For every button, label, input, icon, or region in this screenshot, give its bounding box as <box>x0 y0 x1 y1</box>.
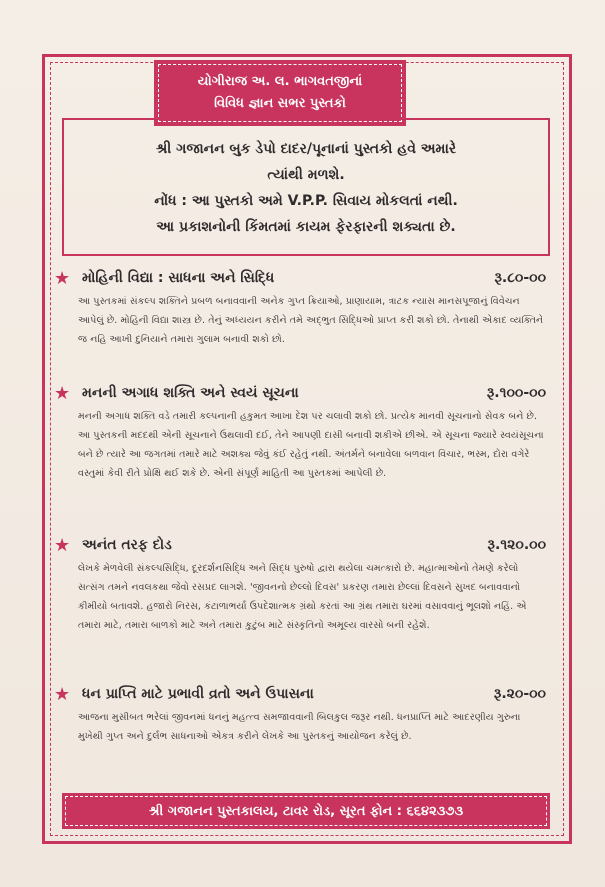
book-price: રૂ.૨૦-૦૦ <box>493 686 546 702</box>
book-description: આજના મુસીબત ભરેલાં જીવનમાં ધનનું મહત્ત્વ સમજાવવાની બિલકુલ જરૂર નથી. ધનપ્રાપ્તિ માટે આદરણીય ગુરુના મુખેથી ગુપ્ત અને દુર્લભ સાધનાઓ એકત્ર કરીને લેખકે આ પુસ્તકનું આયોજન કરેલું છે. <box>78 712 521 742</box>
header-line-2: વિવિધ જ્ઞાન સભર પુસ્તકો <box>214 96 346 111</box>
star-icon: ★ <box>54 684 71 705</box>
header-line-1: યોગીરાજ અ. લ. ભાગવતજીનાં <box>197 74 363 89</box>
notice-line-3: નોંધ : આ પુસ્તકો અમે V.P.P. સિવાય મોકલતાં નથી. <box>154 193 458 209</box>
book-description: મનની અગાધ શક્તિ વડે તમારી કલ્પનાની હકુમત આખા દેશ પર ચલાવી શકો છો. પ્રત્યેક માનવી સૂચનાનો સેવક બને છે. આ પુસ્તકની મદદથી એની સૂચનાને ઉથલાવી દઈ, તેને આપણી દાસી બનાવી શકીએ છીએ. એ સૂચના જ્યારે સ્વયંસૂચના બને છે ત્યારે આ જગતમાં તમારે માટે અશક્ય જેવું કંઈ રહેતું નથી. અંતર્મને બનાવેલા બળવાન વિચાર, ભસ્મ, દોરા વગેરે વસ્તુમાં કેવી રીતે પ્રોક્ષિ થઈ શકે છે. એની સંપૂર્ણ માહિતી આ પુસ્તકમાં આપેલી છે. <box>78 411 544 479</box>
star-icon: ★ <box>54 268 71 289</box>
book-item <box>56 686 556 746</box>
book-description: લેખકે મેળવેલી સંકલ્પસિદ્ધિ, દૂરદર્શનસિદ્ધિ અને સિદ્ધ પુરુષો દ્વારા થયેલા ચમત્કારો છે. મહાત્માઓનો તેમણે કરેલો સત્સંગ તમને નવલકથા જેવો રસપ્રદ લાગશે. 'જીવનનો છેલ્લો દિવસ' પ્રકરણ તમારા છેલ્લાં દિવસને સુખદ બનાવવાનો કીમીયો બતાવશે. હજારો નિરસ, કંટાળાભર્યા ઉપદેશાત્મક ગ્રંથો કરતાં આ ગ્રંથ તમારા ઘરમાં વસાવવાનું ભૂલશો નહિં. એ તમારા માટે, તમારા બાળકો માટે અને તમારા કુટુંબ માટે સંસ્કૃતિનો અમૂલ્ય વારસો બની રહેશે. <box>78 563 527 631</box>
star-icon: ★ <box>54 383 71 404</box>
notice-line-4: આ પ્રકાશનોની કિંમતમાં કાયમ ફેરફારની શક્યતા છે. <box>156 219 456 235</box>
book-price: રૂ.૧૦૦-૦૦ <box>486 385 546 401</box>
book-title: અનંત તરફ દોડ <box>82 537 172 553</box>
book-price: રૂ.૮૦-૦૦ <box>494 270 546 286</box>
footer-text: શ્રી ગજાનન પુસ્તકાલય, ટાવર રોડ, સૂરત ફોન : ૬૬૪૨૩૭૩ <box>148 803 464 819</box>
star-icon: ★ <box>54 535 71 556</box>
book-title: મનની અગાધ શક્તિ અને સ્વયં સૂચના <box>82 385 299 401</box>
book-title: મોહિની વિદ્યા : સાધના અને સિદ્ધિ <box>82 270 275 286</box>
book-description: આ પુસ્તકમાં સંકલ્પ શક્તિને પ્રબળ બનાવવાની અનેક ગુપ્ત ક્રિયાઓ, પ્રાણાયામ, ત્રાટક ન્યાસ માનસપૂજાનું વિવેચન આપેલું છે. મોહિની વિદ્યા શાસ્ત્ર છે. તેનું અધ્યયન કરીને તમે અદ્ભુત સિદ્ધિઓ પ્રાપ્ત કરી શકો છો. તેનાથી એકાદ વ્યક્તિને જ નહિ આખી દુનિયાને તમારા ગુલામ બનાવી શકો છો. <box>78 296 544 345</box>
header-banner <box>154 60 406 126</box>
footer-banner <box>62 793 550 829</box>
book-price: રૂ.૧૨૦.૦૦ <box>487 537 546 553</box>
notice-box <box>62 118 550 256</box>
book-item <box>56 270 556 349</box>
notice-line-2: ત્યાંથી મળશે. <box>267 167 345 183</box>
book-item <box>56 537 556 635</box>
book-title: ધન પ્રાપ્તિ માટે પ્રભાવી વ્રતો અને ઉપાસના <box>82 686 314 702</box>
notice-line-1: શ્રી ગજાનન બુક ડેપો દાદર/પૂનાનાં પુસ્તકો હવે અમારે <box>155 141 457 157</box>
book-item <box>56 385 556 483</box>
